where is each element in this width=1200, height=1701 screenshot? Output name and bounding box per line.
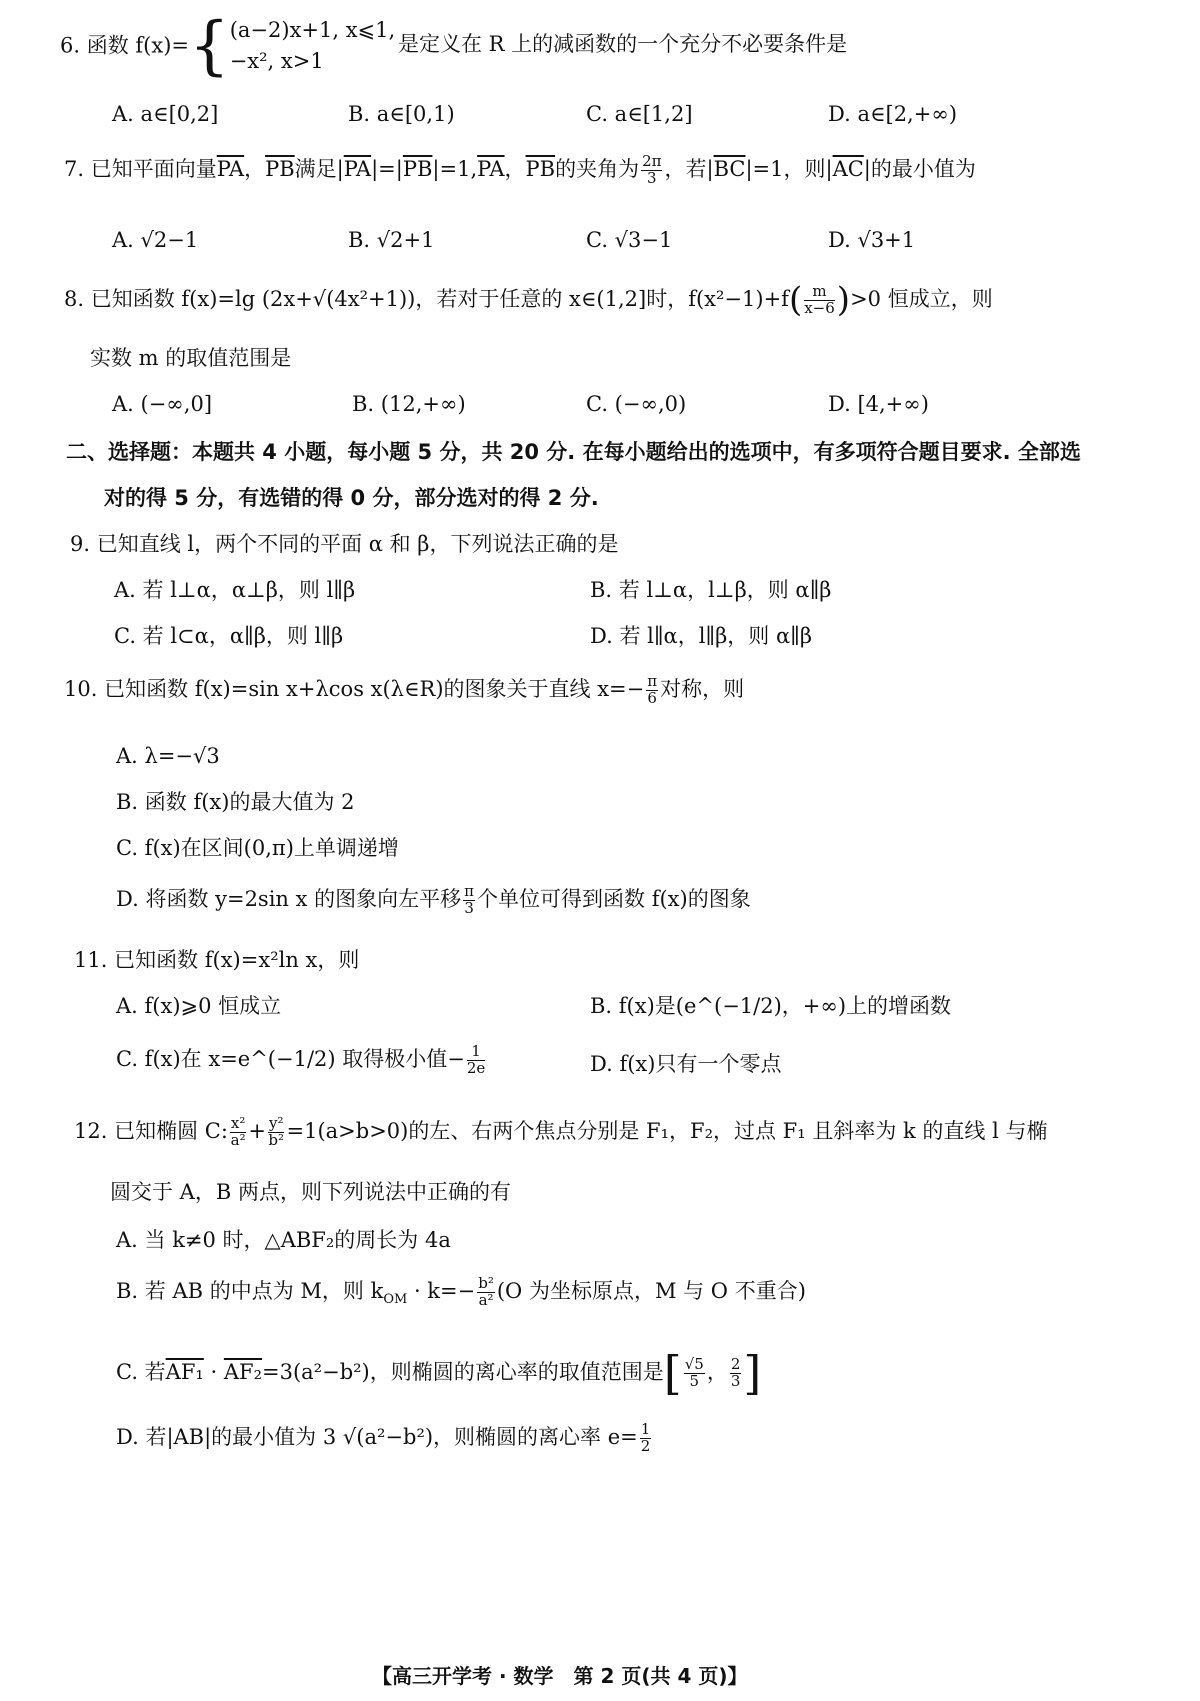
q6-option-c: C. a∈[1,2]	[586, 102, 693, 126]
q10-option-b: B. 函数 f(x)的最大值为 2	[116, 790, 355, 814]
q12-y-fraction	[268, 1116, 285, 1149]
q12-option-a: A. 当 k≠0 时，△ABF₂的周长为 4a	[116, 1228, 451, 1252]
q12-option-d-a: D. 若|AB|的最小值为 3 √(a²−b²)，则椭圆的离心率 e=	[116, 1424, 638, 1449]
q7-vec-pb-2: $\overline{PB}$	[402, 156, 433, 181]
q11-option-c-fraction	[467, 1044, 485, 1077]
q7-text-e: 的夹角为	[555, 156, 640, 181]
q12-option-c-b: =3(a²−b²)，则椭圆的离心率的取值范围是	[262, 1360, 664, 1385]
q10-stem-num: π	[647, 672, 658, 690]
q12-option-d-den: 2	[640, 1436, 651, 1455]
q8-line2: 实数 m 的取值范围是	[90, 346, 292, 370]
page-footer: 【高三开学考 · 数学 第 2 页(共 4 页)】	[372, 1664, 748, 1688]
q7-vec-pa-2: $\overline{PA}$	[343, 156, 372, 181]
q6-option-d: D. a∈[2,+∞)	[828, 102, 958, 126]
q10-stem-den: 6	[647, 688, 657, 707]
q10-option-d-den: 3	[464, 898, 474, 917]
q7-text-b: 满足|	[294, 156, 344, 181]
q8-paren-close: )	[836, 280, 851, 320]
q12-option-b-c: (O 为坐标原点，M 与 O 不重合)	[496, 1278, 806, 1303]
q11-option-c-a: C. f(x)在 x=e^(−1/2) 取得极小值−	[116, 1046, 465, 1071]
q8-text-a: 8. 已知函数 f(x)=lg (2x+√(4x²+1))，若对于任意的 x∈(1,2]时，f(x²−1)+f	[64, 286, 789, 311]
q8-paren-open: (	[788, 280, 803, 320]
q12-line2: 圆交于 A，B 两点，则下列说法中正确的有	[110, 1180, 511, 1204]
q12-option-b-a: B. 若 AB 的中点为 M，则 k	[116, 1278, 384, 1303]
section2-heading-line2: 对的得 5 分，有选错的得 0 分，部分选对的得 2 分.	[104, 486, 599, 510]
q7-vec-pb-3: $\overline{PB}$	[525, 156, 556, 181]
q10-stem	[64, 674, 744, 707]
q7-vec-bc: $\overline{BC}$	[713, 156, 746, 181]
q8-stem	[64, 280, 993, 321]
q8-text-b: >0 恒成立，则	[850, 286, 993, 311]
q12-option-d-num: 1	[640, 1420, 651, 1438]
q12-option-c-a: C. 若	[116, 1360, 166, 1385]
q10-option-d-fraction	[463, 884, 475, 917]
q12-option-c-fraction-1	[684, 1357, 705, 1390]
q7-text-h: |的最小值为	[863, 156, 976, 181]
q10-stem-fraction	[646, 674, 658, 707]
section2-heading-line1: 二、选择题：本题共 4 小题，每小题 5 分，共 20 分. 在每小题给出的选项中，有多项符合题目要求. 全部选	[66, 440, 1081, 464]
q7-option-c: C. √3−1	[586, 228, 673, 252]
q12-x2: x²	[230, 1114, 246, 1132]
q7-angle-fraction	[641, 154, 662, 187]
q10-stem-b: 对称，则	[660, 676, 745, 701]
q10-option-a: A. λ=−√3	[116, 744, 220, 768]
q7-comma-2: ，	[504, 156, 526, 181]
q8-frac-num: m	[804, 284, 835, 301]
q7-vec-pa: $\overline{PA}$	[216, 156, 245, 181]
q11-option-c-num: 1	[467, 1044, 485, 1061]
q7-vec-pb: $\overline{PB}$	[265, 156, 295, 181]
q7-vec-ac: $\overline{AC}$	[832, 156, 864, 181]
q12-x-fraction	[230, 1116, 246, 1149]
q12-option-c-vec1: AF₁	[165, 1360, 204, 1385]
q7-frac-num: 2π	[642, 152, 662, 170]
q7-text-a: 7. 已知平面向量	[64, 156, 217, 181]
q8-option-c: C. (−∞,0)	[586, 392, 687, 416]
q12-option-c	[116, 1346, 761, 1401]
q7-option-b: B. √2+1	[348, 228, 435, 252]
q11-option-a: A. f(x)⩾0 恒成立	[116, 994, 282, 1018]
q12-option-c-sep: ，	[706, 1360, 728, 1385]
q8-option-b: B. (12,+∞)	[352, 392, 466, 416]
q12-option-d	[116, 1422, 653, 1455]
q12-option-c-bracket-close: ]	[743, 1346, 762, 1400]
q7-text-c: |=|	[371, 156, 403, 181]
q12-option-c-num1: √5	[684, 1355, 704, 1374]
q12-y2: y²	[268, 1114, 284, 1132]
q12-option-b-num: b²	[478, 1274, 494, 1292]
q12-stem-a: 12. 已知椭圆 C:	[74, 1118, 228, 1143]
q8-option-d: D. [4,+∞)	[828, 392, 929, 416]
q7-option-d: D. √3+1	[828, 228, 916, 252]
q12-stem-b: =1(a>b>0)的左、右两个焦点分别是 F₁，F₂，过点 F₁ 且斜率为 k 的直线 l 与椭	[286, 1118, 1048, 1143]
q11-option-c-den: 2e	[466, 1058, 486, 1077]
q11-option-d: D. f(x)只有一个零点	[590, 1052, 782, 1076]
q8-fraction	[804, 284, 835, 317]
q9-option-a: A. 若 l⊥α，α⊥β，则 l∥β	[114, 578, 356, 602]
q6-stem	[60, 9, 396, 83]
q12-option-d-fraction	[640, 1422, 652, 1455]
q7-text-f: ，若|	[664, 156, 714, 181]
q10-option-d-b: 个单位可得到函数 f(x)的图象	[477, 886, 751, 911]
q7-text-g: |=1，则|	[745, 156, 833, 181]
q12-plus: +	[248, 1118, 266, 1143]
q11-option-b: B. f(x)是(e^(−1/2)，+∞)上的增函数	[590, 994, 952, 1018]
q9-option-d: D. 若 l∥α，l∥β，则 α∥β	[590, 624, 812, 648]
q12-option-c-fraction-2	[730, 1357, 742, 1390]
q7-stem	[64, 154, 976, 187]
q6-option-b: B. a∈[0,1)	[348, 102, 455, 126]
q12-stem	[74, 1116, 1047, 1149]
q12-option-c-dot: ·	[203, 1360, 224, 1385]
q8-option-a: A. (−∞,0]	[112, 392, 213, 416]
q10-stem-a: 10. 已知函数 f(x)=sin x+λcos x(λ∈R)的图象关于直线 x=−	[64, 676, 645, 701]
q7-vec-pa-3: $\overline{PA}$	[477, 156, 505, 181]
q10-option-c: C. f(x)在区间(0,π)上单调递增	[116, 836, 399, 860]
q10-option-d	[116, 884, 751, 917]
q12-option-c-den1: 5	[689, 1372, 700, 1391]
q12-option-c-num2: 2	[730, 1355, 741, 1374]
q11-option-c	[116, 1044, 487, 1077]
q6-piece-2: −x², x>1	[229, 49, 324, 73]
q12-option-c-den2: 3	[730, 1372, 741, 1391]
q9-option-c: C. 若 l⊂α，α∥β，则 l∥β	[114, 624, 344, 648]
q6-brace: {	[188, 9, 230, 83]
q6-option-a: A. a∈[0,2]	[112, 102, 219, 126]
q8-frac-den: x−6	[804, 298, 835, 317]
q12-option-b-b: · k=−	[407, 1278, 476, 1303]
q7-option-a: A. √2−1	[112, 228, 199, 252]
q11-stem: 11. 已知函数 f(x)=x²ln x，则	[74, 948, 360, 972]
q6-prefix: 6. 函数 f(x)=	[60, 33, 189, 58]
q9-stem: 9. 已知直线 l，两个不同的平面 α 和 β，下列说法正确的是	[70, 532, 619, 556]
q7-text-d: |=1,	[432, 156, 478, 181]
q10-option-d-num: π	[464, 882, 475, 900]
q7-frac-den: 3	[647, 168, 657, 187]
q12-a2: a²	[230, 1130, 246, 1149]
q12-option-b-sub: OM	[383, 1291, 408, 1307]
q12-b2: b²	[268, 1130, 285, 1149]
q10-option-d-a: D. 将函数 y=2sin x 的图象向左平移	[116, 886, 462, 911]
q12-option-b-fraction	[477, 1276, 495, 1309]
q12-option-c-bracket-open: [	[663, 1346, 682, 1400]
q12-option-c-vec2: AF₂	[223, 1360, 263, 1385]
q6-pieces	[230, 15, 396, 78]
q6-piece-1: (a−2)x+1, x⩽1,	[229, 17, 396, 42]
q9-option-b: B. 若 l⊥α，l⊥β，则 α∥β	[590, 578, 832, 602]
q7-comma: ，	[244, 156, 266, 181]
q12-option-b-den: a²	[478, 1290, 494, 1309]
q12-option-b	[116, 1276, 806, 1309]
q6-suffix: 是定义在 R 上的减函数的一个充分不必要条件是	[398, 32, 848, 56]
